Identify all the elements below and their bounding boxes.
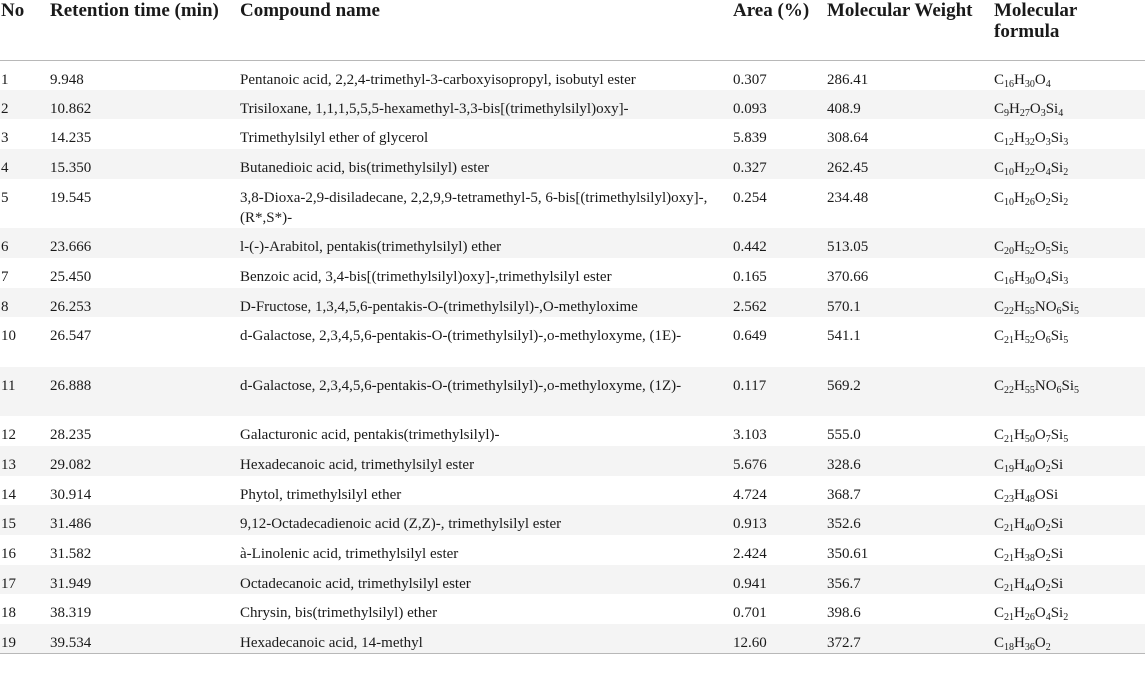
cell-retention-time: 38.319	[50, 605, 92, 622]
header-retention-time: Retention time (min)	[50, 0, 240, 60]
table-row	[0, 288, 1145, 318]
cell-compound-name: Octadecanoic acid, trimethylsilyl ester	[240, 575, 471, 592]
cell-compound-name: Trimethylsilyl ether of glycerol	[240, 130, 429, 147]
cell-molecular-weight: 286.41	[827, 71, 869, 88]
cell-molecular-formula: $C_{16}H_{30}O_4$	[994, 71, 1051, 90]
cell-area: 0.093	[733, 100, 767, 117]
header-compound-name: Compound name	[240, 0, 733, 60]
cell-molecular-weight: 368.7	[827, 486, 861, 503]
cell-retention-time: 19.545	[50, 189, 92, 206]
cell-no: 14	[1, 486, 16, 503]
cell-molecular-weight: 555.0	[827, 427, 861, 444]
cell-molecular-formula: $C_{21}H_{50}O_7Si_5$	[994, 427, 1069, 446]
cell-molecular-formula: $C_{18}H_{36}O_2$	[994, 635, 1051, 654]
cell-no: 12	[1, 427, 16, 444]
cell-molecular-weight: 370.66	[827, 268, 869, 285]
cell-compound-name: Pentanoic acid, 2,2,4-trimethyl-3-carboxyisopropyl, isobutyl ester	[240, 71, 636, 88]
cell-area: 5.839	[733, 130, 767, 147]
table-row	[0, 119, 1145, 149]
cell-area: 5.676	[733, 457, 767, 473]
cell-molecular-weight: 398.6	[827, 605, 861, 622]
cell-area: 0.165	[733, 268, 767, 285]
cell-molecular-weight: 350.61	[827, 546, 869, 563]
cell-no: 4	[1, 160, 9, 177]
cell-compound-name: Trisiloxane, 1,1,1,5,5,5-hexamethyl-3,3-bis[(trimethylsilyl)oxy]-	[240, 100, 629, 117]
cell-compound-name: d-Galactose, 2,3,4,5,6-pentakis-O-(trimethylsilyl)-,o-methyloxyme, (1Z)-	[240, 377, 682, 394]
table-row	[0, 624, 1145, 654]
cell-retention-time: 29.082	[50, 457, 92, 473]
cell-area: 0.254	[733, 189, 767, 206]
cell-molecular-weight: 234.48	[827, 189, 869, 206]
cell-no: 19	[1, 635, 16, 652]
table-row	[0, 90, 1145, 120]
cell-area: 0.649	[733, 328, 767, 345]
table-row	[0, 228, 1145, 258]
cell-molecular-formula: $C_{21}H_{26}O_4Si_2$	[994, 605, 1069, 624]
cell-retention-time: 14.235	[50, 130, 92, 147]
cell-retention-time: 31.949	[50, 575, 92, 592]
cell-compound-name: Hexadecanoic acid, trimethylsilyl ester	[240, 457, 475, 473]
cell-molecular-formula: $C_{10}H_{22}O_4Si_2$	[994, 160, 1069, 179]
table-row	[0, 446, 1145, 476]
cell-compound-name: Benzoic acid, 3,4-bis[(trimethylsilyl)oxy]-,trimethylsilyl ester	[240, 268, 612, 285]
table-header-row	[0, 0, 1145, 60]
table-row	[0, 416, 1145, 446]
cell-area: 0.442	[733, 239, 767, 256]
cell-no: 5	[1, 189, 9, 206]
cell-retention-time: 9.948	[50, 71, 84, 88]
cell-molecular-formula: $C_9H_{27}O_3Si_4$	[994, 100, 1064, 119]
cell-no: 16	[1, 546, 16, 563]
cell-molecular-formula: $C_{21}H_{52}O_6Si_5$	[994, 328, 1069, 347]
cell-compound-name: D-Fructose, 1,3,4,5,6-pentakis-O-(trimethylsilyl)-,O-methyloxime	[240, 298, 638, 315]
cell-retention-time: 30.914	[50, 486, 92, 503]
cell-molecular-weight: 372.7	[827, 635, 861, 652]
cell-molecular-weight: 262.45	[827, 160, 869, 177]
cell-retention-time: 39.534	[50, 635, 92, 652]
cell-area: 0.327	[733, 160, 767, 177]
cell-compound-name: à-Linolenic acid, trimethylsilyl ester	[240, 546, 459, 563]
cell-no: 1	[1, 71, 9, 88]
cell-compound-name: d-Galactose, 2,3,4,5,6-pentakis-O-(trimethylsilyl)-,o-methyloxyme, (1E)-	[240, 328, 682, 345]
cell-area: 12.60	[733, 635, 767, 652]
cell-molecular-formula: $C_{19}H_{40}O_2Si$	[994, 457, 1064, 475]
cell-molecular-weight: 513.05	[827, 239, 869, 256]
cell-compound-name: Galacturonic acid, pentakis(trimethylsilyl)-	[240, 427, 500, 444]
cell-compound-name: Phytol, trimethylsilyl ether	[240, 486, 402, 503]
cell-retention-time: 15.350	[50, 160, 92, 177]
cell-area: 3.103	[733, 427, 767, 444]
cell-no: 7	[1, 268, 9, 285]
cell-no: 17	[1, 575, 16, 592]
cell-no: 13	[1, 457, 16, 473]
table-row	[0, 535, 1145, 565]
cell-molecular-weight: 352.6	[827, 516, 861, 533]
cell-no: 11	[1, 377, 16, 394]
header-molecular-weight: Molecular Weight	[827, 0, 994, 60]
cell-no: 8	[1, 298, 9, 315]
header-area: Area (%)	[733, 0, 827, 60]
table-body	[0, 60, 1145, 654]
cell-no: 6	[1, 239, 9, 256]
cell-compound-name: l-(-)-Arabitol, pentakis(trimethylsilyl) ether	[240, 239, 502, 256]
cell-area: 4.724	[733, 486, 767, 503]
table-row	[0, 594, 1145, 624]
cell-area: 0.941	[733, 575, 767, 592]
cell-area: 0.913	[733, 516, 767, 533]
cell-retention-time: 25.450	[50, 268, 92, 285]
cell-no: 18	[1, 605, 16, 622]
cell-molecular-weight: 570.1	[827, 298, 861, 315]
cell-molecular-formula: $C_{20}H_{52}O_5Si_5$	[994, 239, 1069, 258]
cell-area: 0.701	[733, 605, 767, 622]
table-row	[0, 505, 1145, 535]
cell-molecular-weight: 408.9	[827, 100, 861, 117]
header-no: No	[0, 0, 50, 60]
table-row	[0, 60, 1145, 90]
cell-molecular-formula: $C_{10}H_{26}O_2Si_2$	[994, 189, 1069, 208]
cell-compound-name: Chrysin, bis(trimethylsilyl) ether	[240, 605, 438, 622]
cell-compound-name: 9,12-Octadecadienoic acid (Z,Z)-, trimethylsilyl ester	[240, 516, 562, 533]
cell-molecular-formula: $C_{21}H_{38}O_2Si$	[994, 546, 1064, 565]
table-row	[0, 367, 1145, 417]
cell-molecular-formula: $C_{21}H_{40}O_2Si$	[994, 516, 1064, 535]
table-row	[0, 149, 1145, 179]
header-molecular-formula: Molecular formula	[994, 0, 1145, 60]
cell-molecular-formula: $C_{22}H_{55}NO_6Si_5$	[994, 377, 1080, 396]
cell-molecular-weight: 569.2	[827, 377, 861, 394]
cell-retention-time: 26.888	[50, 377, 92, 394]
table-row	[0, 565, 1145, 595]
cell-area: 0.117	[733, 377, 767, 394]
table-row	[0, 317, 1145, 367]
cell-no: 2	[1, 100, 9, 117]
cell-molecular-formula: $C_{16}H_{30}O_4Si_3$	[994, 268, 1069, 287]
cell-no: 10	[1, 328, 16, 345]
cell-area: 2.424	[733, 546, 767, 563]
cell-molecular-weight: 541.1	[827, 328, 861, 345]
cell-area: 0.307	[733, 71, 767, 88]
table-row	[0, 258, 1145, 288]
cell-compound-name: Hexadecanoic acid, 14-methyl	[240, 635, 423, 652]
cell-molecular-weight: 328.6	[827, 457, 861, 473]
cell-molecular-weight: 308.64	[827, 130, 869, 147]
cell-molecular-formula: $C_{23}H_{48}OSi$	[994, 486, 1059, 505]
cell-no: 15	[1, 516, 16, 533]
cell-retention-time: 26.253	[50, 298, 92, 315]
cell-area: 2.562	[733, 298, 767, 315]
cell-no: 3	[1, 130, 9, 147]
cell-molecular-formula: $C_{21}H_{44}O_2Si$	[994, 575, 1064, 594]
cell-molecular-formula: $C_{22}H_{55}NO_6Si_5$	[994, 298, 1080, 317]
cell-molecular-formula: $C_{12}H_{32}O_3Si_3$	[994, 130, 1069, 149]
cell-molecular-weight: 356.7	[827, 575, 861, 592]
cell-retention-time: 31.582	[50, 546, 92, 563]
cell-retention-time: 31.486	[50, 516, 92, 533]
cell-compound-name: Butanedioic acid, bis(trimethylsilyl) ester	[240, 160, 490, 177]
cell-retention-time: 10.862	[50, 100, 92, 117]
table-row	[0, 476, 1145, 506]
table-row	[0, 179, 1145, 229]
cell-retention-time: 23.666	[50, 239, 92, 256]
cell-retention-time: 28.235	[50, 427, 92, 444]
cell-retention-time: 26.547	[50, 328, 92, 345]
cell-compound-name: 3,8-Dioxa-2,9-disiladecane, 2,2,9,9-tetramethyl-5, 6-bis[(trimethylsilyl)oxy]-, (R*,S*)-	[240, 189, 708, 226]
